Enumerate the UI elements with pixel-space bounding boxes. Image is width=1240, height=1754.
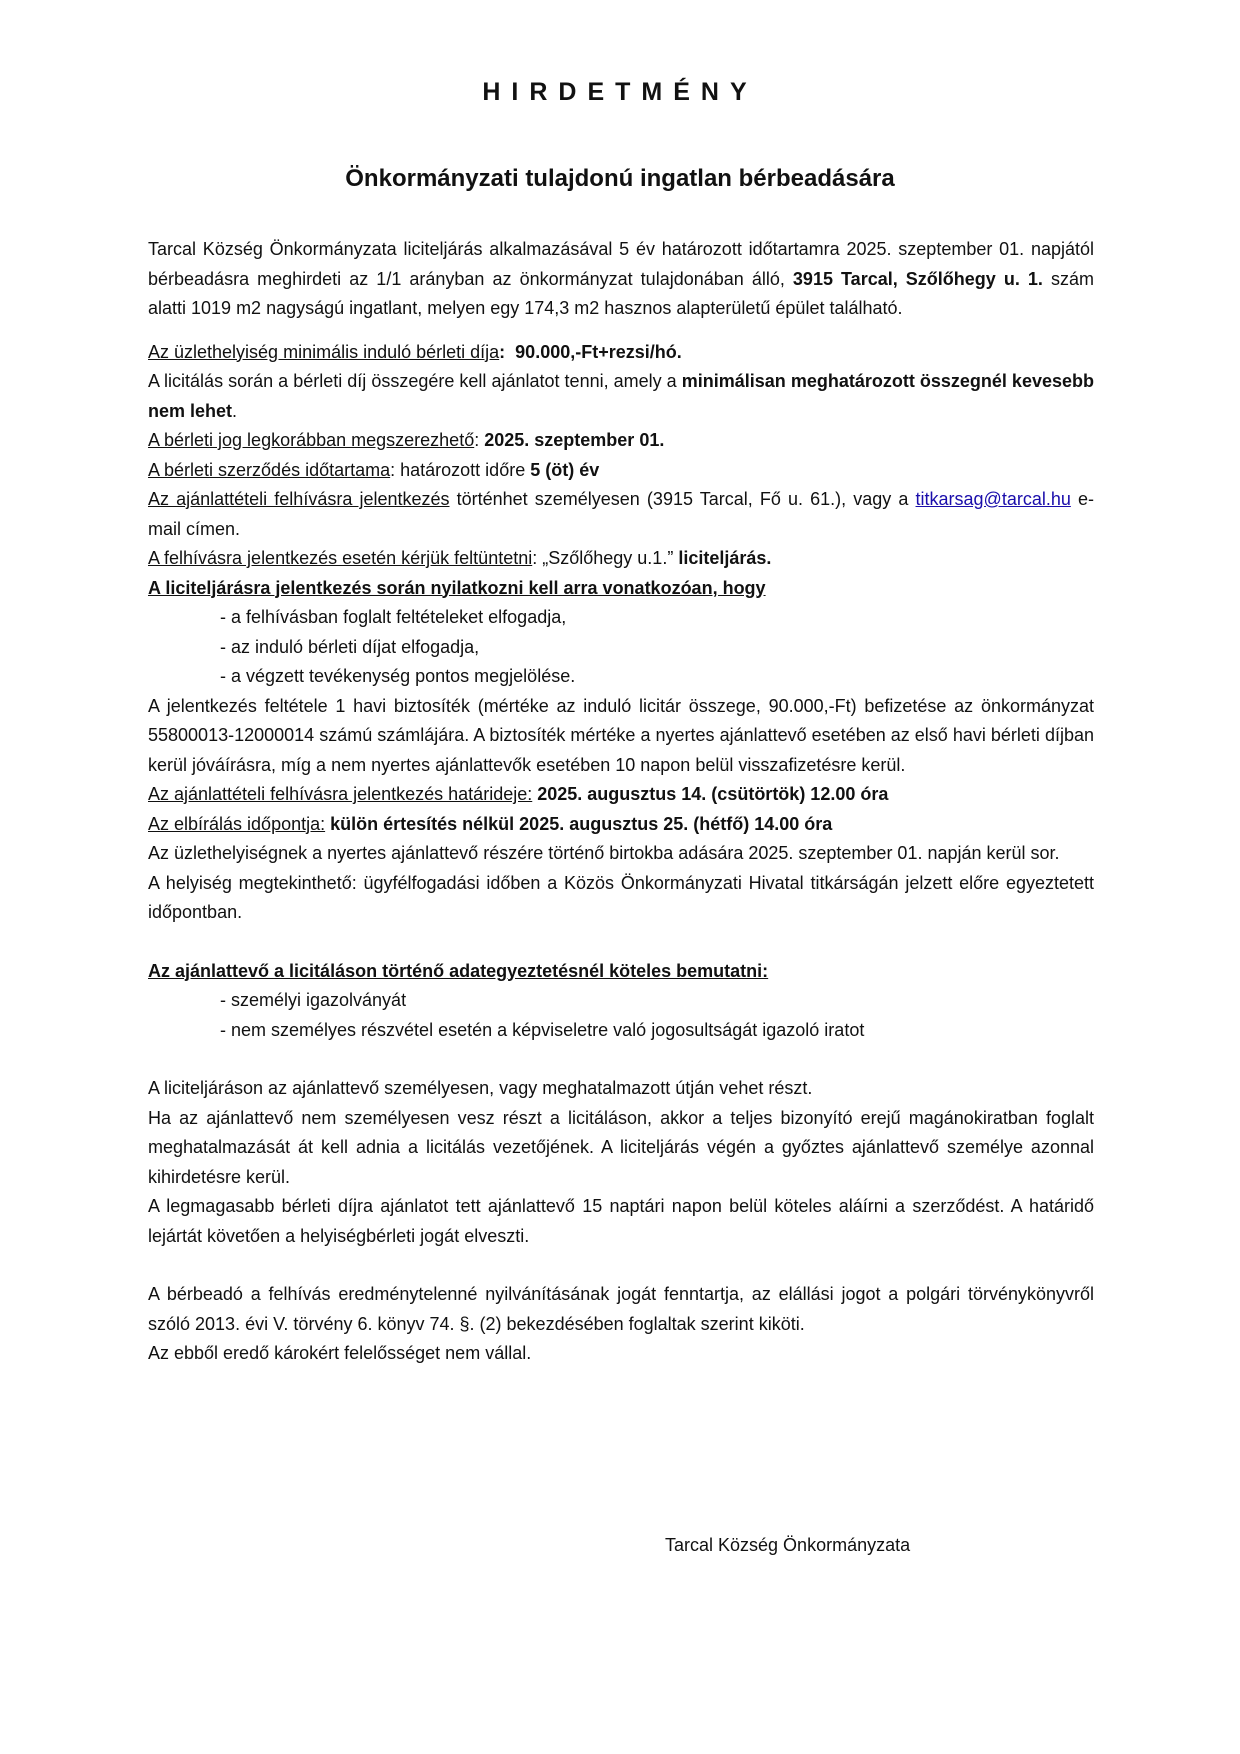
- bid-rule-paragraph: [148, 367, 1094, 426]
- participation-paragraph-3: A legmagasabb bérleti díjra ajánlatot tett ajánlattevő 15 naptári napon belül köteles aláírni a szerződést. A határidő lejártát követően a helyiségbérleti jogát elveszti.: [148, 1196, 1094, 1246]
- duration-value: 5 (öt) év: [530, 459, 600, 480]
- min-rent-value: 90.000,-Ft+rezsi/hó.: [505, 341, 682, 362]
- email-link[interactable]: titkarsag@tarcal.hu: [915, 489, 1071, 509]
- duration-text: : határozott időre: [390, 459, 531, 480]
- evaluation-label: Az elbírálás időpontja:: [148, 813, 326, 834]
- evaluation-line: [148, 810, 1094, 840]
- evaluation-value: külön értesítés nélkül 2025. augusztus 25. (hétfő) 14.00 óra: [325, 813, 833, 834]
- intro-text-end: szám alatti 1019 m2 nagyságú ingatlant, melyen egy 174,3 m2 hasznos alapterületű épület található.: [148, 268, 1094, 318]
- application-paragraph: [148, 485, 1094, 544]
- min-rent-line: [148, 338, 1094, 368]
- email-suffix: e-mail címen.: [148, 489, 1094, 539]
- deadline-value: 2025. augusztus 14. (csütörtök) 12.00 óra: [532, 784, 889, 804]
- participation-paragraph-2: Ha az ajánlattevő nem személyesen vesz részt a licitáláson, akkor a teljes bizonyító erejű magánokiratban foglalt meghatalmazását át kell adnia a licitálás vezetőjének. A liciteljárás végén a győztes ajánlattevő személye azonnal kihirdetésre kerül.: [148, 1107, 1094, 1187]
- bid-rule-text: A licitálás során a bérleti díj összegére kell ajánlatot tenni, amely a: [148, 371, 682, 391]
- document-body: [148, 235, 1094, 1369]
- min-rent-label: Az üzlethelyiség minimális induló bérleti díja: [148, 341, 500, 362]
- deadline-line: [148, 780, 1094, 810]
- marking-label: A felhívásra jelentkezés esetén kérjük feltüntetni: [148, 548, 533, 568]
- earliest-date-value: 2025. szeptember 01.: [484, 430, 665, 450]
- marking-line: [148, 544, 1094, 574]
- earliest-date-label: A bérleti jog legkorábban megszerezhető: [148, 430, 475, 450]
- viewing-paragraph: A helyiség megtekinthető: ügyfélfogadási időben a Közös Önkormányzati Hivatal titkárságán jelzett előre egyeztetett időpontban.: [148, 872, 1094, 922]
- bid-rule-end: .: [232, 400, 238, 421]
- documents-item: - személyi igazolványát: [220, 990, 407, 1010]
- signature: Tarcal Község Önkormányzata: [665, 1535, 911, 1555]
- declaration-item: - a felhívásban foglalt feltételeket elfogadja,: [220, 607, 567, 627]
- application-label: Az ajánlattételi felhívásra jelentkezés: [148, 489, 450, 509]
- participation-paragraph-1: A liciteljáráson az ajánlattevő személyesen, vagy meghatalmazott útján vehet részt.: [148, 1078, 813, 1098]
- closing-paragraph-1: A bérbeadó a felhívás eredménytelenné nyilvánításának jogát fenntartja, az elállási jogot a polgári törvénykönyvről szóló 2013. évi V. törvény 6. könyv 74. §. (2) bekezdésében foglaltak szerint kiköti.: [148, 1284, 1094, 1334]
- application-text: történhet személyesen (3915 Tarcal, Fő u. 61.), vagy a: [449, 489, 916, 509]
- duration-label: A bérleti szerződés időtartama: [148, 459, 391, 480]
- intro-paragraph: [148, 235, 1094, 324]
- earliest-date-line: [148, 426, 1094, 456]
- declaration-heading: A liciteljárásra jelentkezés során nyilatkozni kell arra vonatkozóan, hogy: [148, 577, 766, 598]
- earliest-date-colon: :: [474, 430, 485, 450]
- documents-item: - nem személyes részvétel esetén a képviseletre való jogosultságát igazoló iratot: [220, 1019, 865, 1040]
- deposit-paragraph: A jelentkezés feltétele 1 havi biztosíték (mértéke az induló licitár összege, 90.000,-Ft) befizetése az önkormányzat 55800013-12000014 számú számlájára. A biztosíték mértéke a nyertes ajánlattevő esetében az első havi bérleti díjban kerül jóváírásra, míg a nem nyertes ajánlattevők esetében 10 napon belül visszafizetésre kerül.: [148, 695, 1094, 775]
- document-subtitle: Önkormányzati tulajdonú ingatlan bérbeadására: [345, 165, 895, 192]
- marking-bold: liciteljárás.: [673, 548, 772, 568]
- min-rent-colon: :: [499, 341, 506, 362]
- handover-paragraph: Az üzlethelyiségnek a nyertes ajánlattevő részére történő birtokba adására 2025. szeptember 01. napján kerül sor.: [148, 843, 1060, 863]
- document-title: HIRDETMÉNY: [482, 78, 758, 106]
- intro-text: Tarcal Község Önkormányzata liciteljárás alkalmazásával 5 év határozott időtartamra 2025. szeptember 01. napjától bérbeadásra meghirdeti az 1/1 arányban az önkormányzat tulajdonában álló,: [148, 239, 1094, 289]
- declaration-item: - az induló bérleti díjat elfogadja,: [220, 636, 480, 657]
- declaration-item: - a végzett tevékenység pontos megjelölése.: [220, 666, 576, 686]
- property-address: 3915 Tarcal, Szőlőhegy u. 1.: [792, 268, 1043, 289]
- closing-paragraph-2: Az ebből eredő károkért felelősséget nem vállal.: [148, 1343, 532, 1363]
- marking-text: : „Szőlőhegy u.1.”: [532, 548, 674, 568]
- duration-line: [148, 456, 1094, 486]
- documents-heading: Az ajánlattevő a licitáláson történő adategyeztetésnél köteles bemutatni:: [148, 960, 769, 981]
- deadline-label: Az ajánlattételi felhívásra jelentkezés határideje:: [148, 784, 533, 804]
- bid-rule-bold: minimálisan meghatározott összegnél kevesebb nem lehet: [148, 371, 1094, 421]
